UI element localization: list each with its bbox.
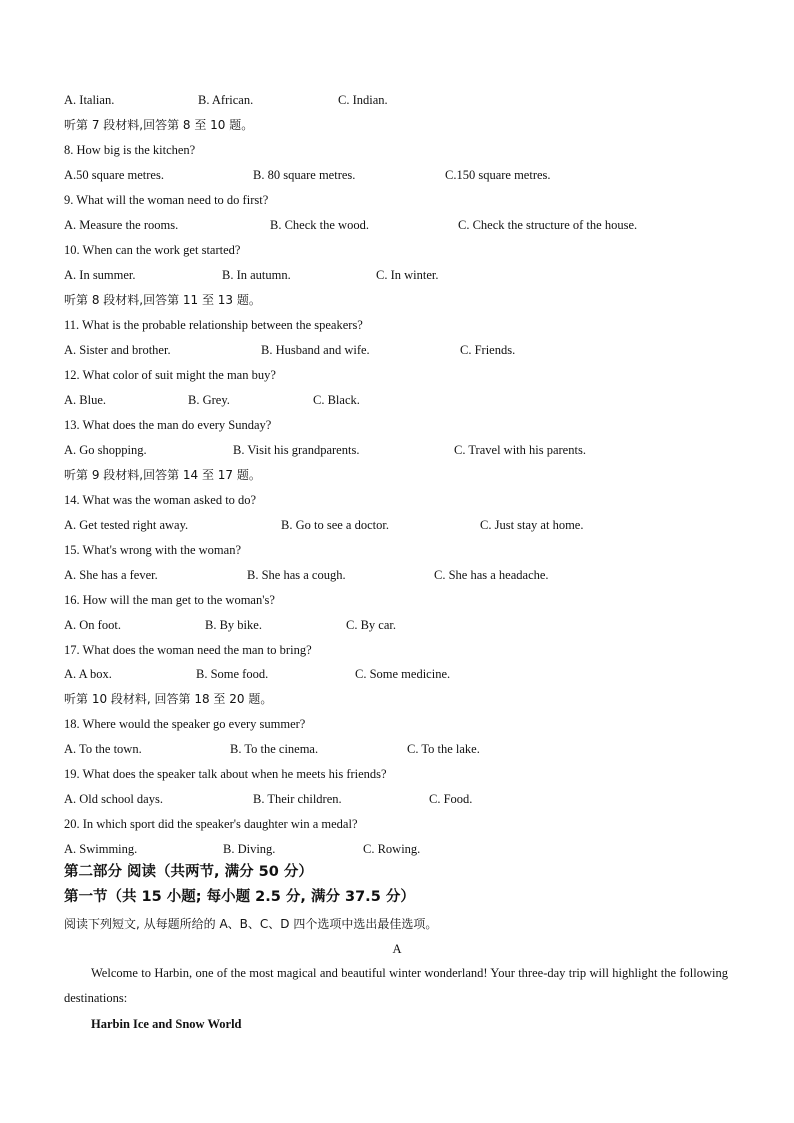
section-heading: 第二部分 阅读（共两节, 满分 50 分）: [64, 864, 313, 880]
question-text: 16. How will the man get to the woman's?: [64, 593, 275, 607]
answer-option: C. Just stay at home.: [480, 518, 584, 532]
answer-option: A. Italian.: [64, 93, 115, 107]
answer-option: A. Swimming.: [64, 842, 138, 856]
answer-option: C.150 square metres.: [445, 168, 551, 182]
answer-option: C. She has a headache.: [434, 568, 549, 582]
question-text: 13. What does the man do every Sunday?: [64, 418, 272, 432]
answer-option: C. Rowing.: [363, 842, 421, 856]
passage-subheading: Harbin Ice and Snow World: [91, 1017, 242, 1031]
question-text: 11. What is the probable relationship between the speakers?: [64, 318, 363, 332]
passage-label: A: [392, 942, 402, 956]
answer-option: B. Diving.: [223, 842, 276, 856]
question-text: 18. Where would the speaker go every summer?: [64, 717, 306, 731]
question-text: 9. What will the woman need to do first?: [64, 193, 269, 207]
answer-option: B. Their children.: [253, 792, 342, 806]
answer-option: B. Visit his grandparents.: [233, 443, 360, 457]
answer-option: B. Check the wood.: [270, 218, 369, 232]
answer-option: B. In autumn.: [222, 268, 291, 282]
question-text: 17. What does the woman need the man to bring?: [64, 643, 312, 657]
question-text: 15. What's wrong with the woman?: [64, 543, 241, 557]
answer-option: C. Black.: [313, 393, 360, 407]
answer-option: C. Check the structure of the house.: [458, 218, 638, 232]
answer-option: A. She has a fever.: [64, 568, 158, 582]
answer-option: C. In winter.: [376, 268, 439, 282]
answer-option: B. Go to see a doctor.: [281, 518, 389, 532]
section-instruction: 阅读下列短文, 从每题所给的 A、B、C、D 四个选项中选出最佳选项。: [64, 917, 438, 931]
answer-option: B. Grey.: [188, 393, 230, 407]
answer-option: A. Get tested right away.: [64, 518, 189, 532]
passage-paragraph: Welcome to Harbin, one of the most magical and beautiful winter wonderland! Your three-day trip will highlight the following destinations:: [64, 966, 728, 1005]
answer-option: A.50 square metres.: [64, 168, 164, 182]
section-instruction: 听第 8 段材料,回答第 11 至 13 题。: [64, 293, 261, 307]
answer-option: B. To the cinema.: [230, 742, 319, 756]
question-text: 20. In which sport did the speaker's daughter win a medal?: [64, 817, 358, 831]
answer-option: A. On foot.: [64, 618, 121, 632]
answer-option: C. To the lake.: [407, 742, 480, 756]
section-heading: 第一节（共 15 小题; 每小题 2.5 分, 满分 37.5 分）: [64, 889, 415, 905]
answer-option: C. Friends.: [460, 343, 516, 357]
answer-option: C. Travel with his parents.: [454, 443, 586, 457]
answer-option: C. By car.: [346, 618, 396, 632]
answer-option: A. Sister and brother.: [64, 343, 171, 357]
section-instruction: 听第 7 段材料,回答第 8 至 10 题。: [64, 118, 254, 132]
section-instruction: 听第 10 段材料, 回答第 18 至 20 题。: [64, 692, 273, 706]
answer-option: A. Blue.: [64, 393, 107, 407]
answer-option: B. By bike.: [205, 618, 262, 632]
answer-option: A. To the town.: [64, 742, 142, 756]
answer-option: B. Husband and wife.: [261, 343, 370, 357]
answer-option: A. A box.: [64, 667, 112, 681]
answer-option: A. Old school days.: [64, 792, 163, 806]
answer-option: A. In summer.: [64, 268, 136, 282]
question-text: 8. How big is the kitchen?: [64, 143, 196, 157]
answer-option: C. Some medicine.: [355, 667, 451, 681]
answer-option: A. Measure the rooms.: [64, 218, 179, 232]
answer-option: B. Some food.: [196, 667, 269, 681]
answer-option: C. Indian.: [338, 93, 388, 107]
question-text: 10. When can the work get started?: [64, 243, 241, 257]
answer-option: A. Go shopping.: [64, 443, 147, 457]
answer-option: C. Food.: [429, 792, 473, 806]
question-text: 14. What was the woman asked to do?: [64, 493, 257, 507]
question-text: 12. What color of suit might the man buy?: [64, 368, 276, 382]
answer-option: B. 80 square metres.: [253, 168, 356, 182]
answer-option: B. She has a cough.: [247, 568, 346, 582]
answer-option: B. African.: [198, 93, 254, 107]
question-text: 19. What does the speaker talk about when he meets his friends?: [64, 767, 387, 781]
section-instruction: 听第 9 段材料,回答第 14 至 17 题。: [64, 468, 261, 482]
